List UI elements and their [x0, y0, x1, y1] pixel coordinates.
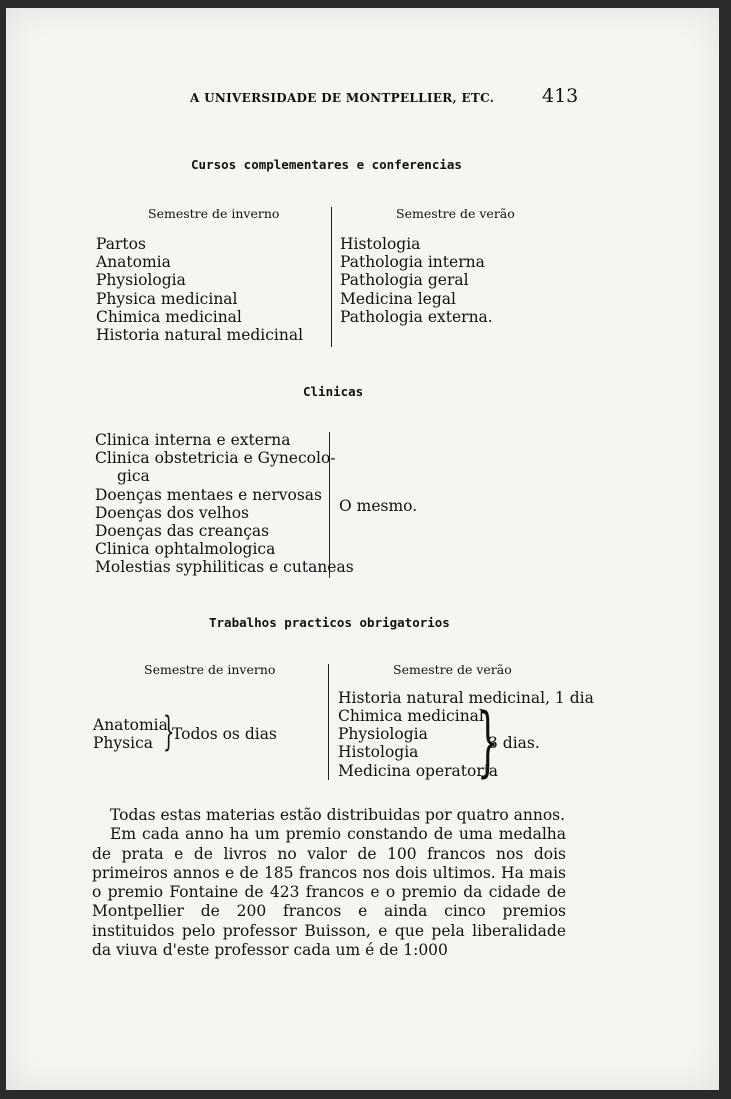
list-item: Partos [96, 235, 146, 253]
list-item: Chimica medicinal [96, 307, 242, 326]
winter-heading: Semestre de inverno [148, 206, 280, 221]
practical-winter-list [93, 716, 168, 752]
section-title-cursos: Cursos complementares e conferencias [191, 157, 462, 172]
running-title: A UNIVERSIDADE DE MONTPELLIER, ETC. [190, 91, 495, 105]
list-item: Doenças das creanças [95, 522, 270, 541]
list-item: Chimica medicinal [338, 707, 484, 725]
list-item: Physica medicinal [96, 289, 238, 308]
list-item: Anatomia [93, 716, 168, 734]
column-divider [328, 664, 329, 780]
summer-heading: Semestre de verão [396, 206, 515, 221]
column-divider [331, 207, 332, 347]
list-item: Histologia [340, 235, 421, 253]
list-item: Doenças mentaes e nervosas [95, 485, 322, 504]
clinics-list [95, 431, 354, 577]
body-text [92, 806, 566, 960]
summer-course-list [340, 235, 493, 326]
section-title-clinicas: Clinicas [303, 384, 364, 399]
list-item: Molestias syphiliticas e cutaneas [95, 558, 354, 577]
practical-winter-note: Todos os dias [172, 725, 277, 743]
winter-course-list [96, 235, 303, 344]
list-item: Clinica obstetricia e Gynecolo- [95, 449, 336, 468]
section-title-trabalhos: Trabalhos practicos obrigatorios [209, 615, 450, 630]
list-item: gica [117, 467, 150, 486]
list-item: Doenças dos velhos [95, 503, 250, 522]
winter-heading: Semestre de inverno [144, 662, 276, 677]
brace-icon: } [477, 696, 499, 785]
list-item: Pathologia interna [340, 253, 485, 272]
paragraph: Em cada anno ha um premio constando de uma medalha de prata e de livros no valor de 100 francos nos dois primeiros annos e de 185 francos nos dois ultimos. Ha mais o premio Fontaine de 423 francos e o premio da cidade de Montpellier de 200 francos e ainda cinco premios instituidos pelo professor Buisson, e que pela liberalidade da viuva d'este professor cada um é de 1:000 [92, 825, 566, 960]
practical-summer-list [338, 707, 498, 780]
summer-heading: Semestre de verão [393, 662, 512, 677]
practical-summer-first: Historia natural medicinal, 1 dia [338, 689, 594, 707]
list-item: Pathologia geral [340, 271, 469, 290]
clinics-same-note: O mesmo. [339, 497, 418, 515]
list-item: Histologia [338, 743, 419, 762]
page-number: 413 [542, 85, 579, 107]
practical-summer-note: 3 dias. [488, 734, 540, 752]
list-item: Clinica interna e externa [95, 431, 291, 449]
brace-icon: } [163, 709, 175, 755]
paragraph: Todas estas materias estão distribuidas por quatro annos. [110, 806, 566, 824]
list-item: Physica [93, 734, 154, 753]
list-item: Medicina operatoria [338, 761, 498, 780]
list-item: Physiologia [338, 725, 428, 744]
list-item: Medicina legal [340, 289, 456, 308]
list-item: Clinica ophtalmologica [95, 540, 276, 559]
list-item: Pathologia externa. [340, 307, 493, 326]
list-item: Physiologia [96, 271, 186, 290]
list-item: Anatomia [96, 253, 171, 272]
list-item: Historia natural medicinal [96, 326, 304, 345]
